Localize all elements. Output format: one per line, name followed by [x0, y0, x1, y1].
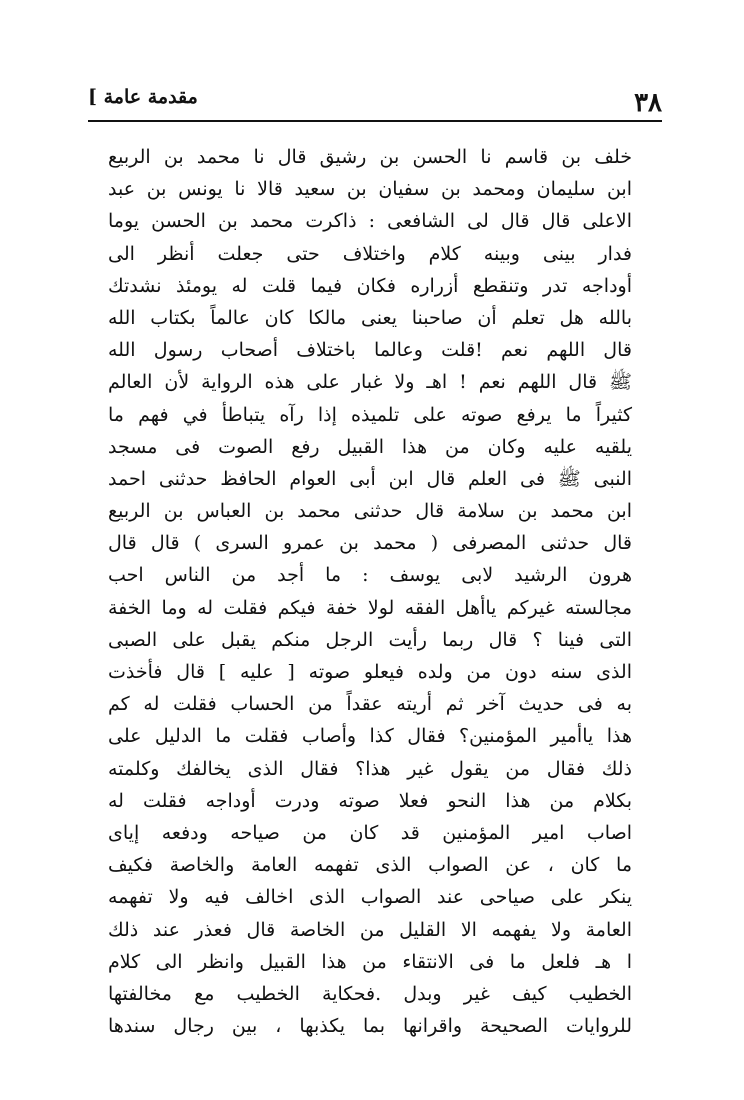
text-line: مجالسته غيركم ياأهل الفقه لولا خفة فيكم فقلت له وما الخفة	[108, 596, 632, 619]
text-line: العامة ولا يفهمه الا القليل من الخاصة قال فعذر عند ذلك	[108, 918, 632, 941]
text-line: به فى حديث آخر ثم أريته عقداً من الحساب فقلت له كم	[108, 693, 632, 716]
text-line: هرون الرشيد لابى يوسف : ما أجد من الناس احب	[108, 564, 632, 587]
text-line: يلقيه عليه وكان من هذا القبيل رفع الصوت فى مسجد	[108, 435, 632, 458]
text-line: ينكر على صياحى عند الصواب الذى اخالف فيه ولا تفهمه	[108, 886, 632, 909]
header-rule	[88, 120, 662, 122]
text-line: النبى ﷺ فى العلم قال ابن أبى العوام الحافظ حدثنى احمد	[108, 467, 632, 490]
text-line: خلف بن قاسم نا الحسن بن رشيق قال نا محمد بن الربيع	[108, 146, 632, 168]
text-line: الخطيب كيف غير وبدل .فحكاية الخطيب مع مخالفتها	[108, 982, 632, 1005]
text-line: الذى سنه دون من ولده فيعلو صوته [ عليه ] قال فأخذت	[108, 661, 632, 683]
text-line: أوداجه تدر وتنقطع أزراره فكان فيما قلت له يومئذ نشدتك	[108, 274, 632, 297]
text-line: ابن سليمان ومحمد بن سفيان بن سعيد قالا نا يونس بن عبد	[108, 178, 632, 201]
text-line: ا هـ فلعل ما فى الانتقاء من هذا القبيل وانظر الى كلام	[108, 950, 632, 973]
text-line: ما كان ، عن الصواب الذى تفهمه العامة والخاصة فكيف	[108, 854, 632, 877]
text-line: للروايات الصحيحة واقرانها بما يكذبها ، بين رجال سندها	[108, 1015, 632, 1038]
page-number: ٣٨	[634, 88, 662, 118]
text-line: قال حدثنى المصرفى ( محمد بن عمرو السرى ) قال قال	[108, 532, 632, 555]
text-line: بالله هل تعلم أن صاحبنا يعنى مالكا كان عالماً بكتاب الله	[108, 306, 632, 329]
text-line: فدار بينى وبينه كلام واختلاف حتى جعلت أنظر الى	[108, 242, 632, 265]
text-line: هذا ياأمير المؤمنين؟ فقال كذا وأصاب فقلت ما الدليل على	[108, 725, 632, 748]
text-line: اصاب امير المؤمنين قد كان من صياحه ودفعه إياى	[108, 821, 632, 844]
text-line: الاعلى قال قال لى الشافعى : ذاكرت محمد بن الحسن يوما	[108, 210, 632, 233]
text-line: التى فينا ؟ قال ربما رأيت الرجل منكم يقبل على الصبى	[108, 628, 632, 651]
text-line: قال اللهم نعم !قلت وعالما باختلاف أصحاب رسول الله	[108, 339, 632, 362]
text-line: بكلام من هذا النحو فعلا صوته ودرت أوداجه فقلت له	[108, 789, 632, 812]
text-line: ﷺ قال اللهم نعم ! اهـ ولا غبار على هذه الرواية لأن العالم	[108, 371, 632, 394]
running-section-title: مقدمة عامة ]	[88, 86, 198, 108]
page-header	[88, 78, 662, 122]
text-line: ذلك فقال من يقول غير هذا؟ فقال الذى يخالفك وكلمته	[108, 757, 632, 780]
text-line: كثيراً ما يرفع صوته على تلميذه إذا رآه يتباطأ في فهم ما	[108, 403, 632, 426]
text-line: ابن محمد بن سلامة قال حدثنى محمد بن العباس بن الربيع	[108, 500, 632, 523]
body-text	[108, 141, 632, 1042]
